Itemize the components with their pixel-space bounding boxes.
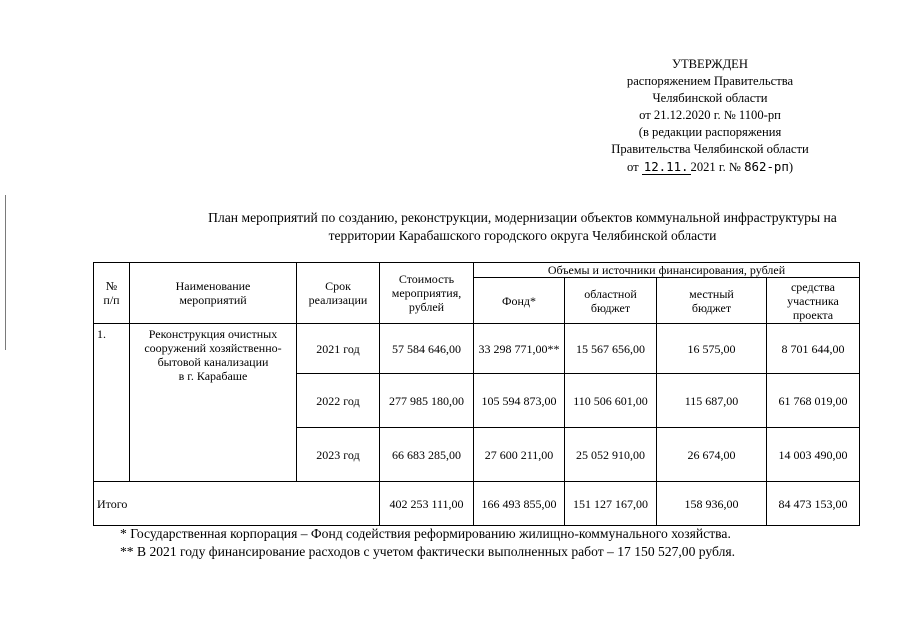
cost-cell: 66 683 285,00 <box>380 428 474 482</box>
cost-cell: 277 985 180,00 <box>380 374 474 428</box>
year-cell: 2023 год <box>297 428 380 482</box>
fund-cell: 105 594 873,00 <box>474 374 565 428</box>
revision-suffix: ) <box>788 160 794 174</box>
participant-funds-cell: 8 701 644,00 <box>767 324 860 374</box>
approval-line: Правительства Челябинской области <box>611 142 809 156</box>
approval-line: от 21.12.2020 г. № 1100-рп <box>639 108 781 122</box>
total-fund-cell: 166 493 855,00 <box>474 482 565 526</box>
revision-date: 12.11. <box>643 159 689 174</box>
fund-cell: 33 298 771,00** <box>474 324 565 374</box>
revision-year: 2021 г. № <box>690 160 741 174</box>
document-title <box>70 209 905 245</box>
total-local-budget-cell: 158 936,00 <box>657 482 767 526</box>
scan-margin-line <box>5 195 6 350</box>
approval-line: распоряжением Правительства <box>626 74 794 88</box>
header-cell-local-budget: местный бюджет <box>657 278 767 324</box>
total-regional-budget-cell: 151 127 167,00 <box>565 482 657 526</box>
item-name-cell: Реконструкция очистных сооружений хозяйственно- бытовой канализации в г. Карабаше <box>130 324 297 482</box>
cost-cell: 57 584 646,00 <box>380 324 474 374</box>
regional-budget-cell: 110 506 601,00 <box>565 374 657 428</box>
local-budget-cell: 26 674,00 <box>657 428 767 482</box>
table-row <box>94 324 860 374</box>
financing-table <box>93 262 860 526</box>
header-cell-volumes: Объемы и источники финансирования, рублей <box>474 263 860 278</box>
approval-line: Челябинской области <box>652 91 768 105</box>
footnote-2: ** В 2021 году финансирование расходов с учетом фактически выполненных работ – 17 150 527,00 рубля. <box>120 544 736 559</box>
header-cell-participant-funds: средства участника проекта <box>767 278 860 324</box>
revision-prefix: от <box>626 160 639 174</box>
approval-stamp <box>560 56 860 176</box>
approval-heading: УТВЕРЖДЕН <box>672 57 748 71</box>
total-label-cell: Итого <box>94 482 380 526</box>
approval-line: (в редакции распоряжения <box>638 125 782 139</box>
local-budget-cell: 115 687,00 <box>657 374 767 428</box>
regional-budget-cell: 25 052 910,00 <box>565 428 657 482</box>
participant-funds-cell: 61 768 019,00 <box>767 374 860 428</box>
item-number-cell: 1. <box>94 324 130 482</box>
year-cell: 2021 год <box>297 324 380 374</box>
header-cell-term: Срок реализации <box>297 263 380 324</box>
revision-number: 862-рп <box>744 159 789 174</box>
regional-budget-cell: 15 567 656,00 <box>565 324 657 374</box>
total-row <box>94 482 860 526</box>
footnotes <box>120 525 735 561</box>
header-cell-name: Наименование мероприятий <box>130 263 297 324</box>
local-budget-cell: 16 575,00 <box>657 324 767 374</box>
header-cell-num: № п/п <box>94 263 130 324</box>
title-line: территории Карабашского городского округа Челябинской области <box>328 228 717 243</box>
header-cell-cost: Стоимость мероприятия, рублей <box>380 263 474 324</box>
approval-revision-line <box>560 158 860 176</box>
title-line: План мероприятий по созданию, реконструкции, модернизации объектов коммунальной инфраструктуры на <box>208 210 837 225</box>
header-row <box>94 263 860 278</box>
year-cell: 2022 год <box>297 374 380 428</box>
total-participant-funds-cell: 84 473 153,00 <box>767 482 860 526</box>
header-cell-fund: Фонд* <box>474 278 565 324</box>
fund-cell: 27 600 211,00 <box>474 428 565 482</box>
total-cost-cell: 402 253 111,00 <box>380 482 474 526</box>
footnote-1: * Государственная корпорация – Фонд содействия реформированию жилищно-коммунального хозяйства. <box>120 526 731 541</box>
participant-funds-cell: 14 003 490,00 <box>767 428 860 482</box>
header-cell-regional-budget: областной бюджет <box>565 278 657 324</box>
